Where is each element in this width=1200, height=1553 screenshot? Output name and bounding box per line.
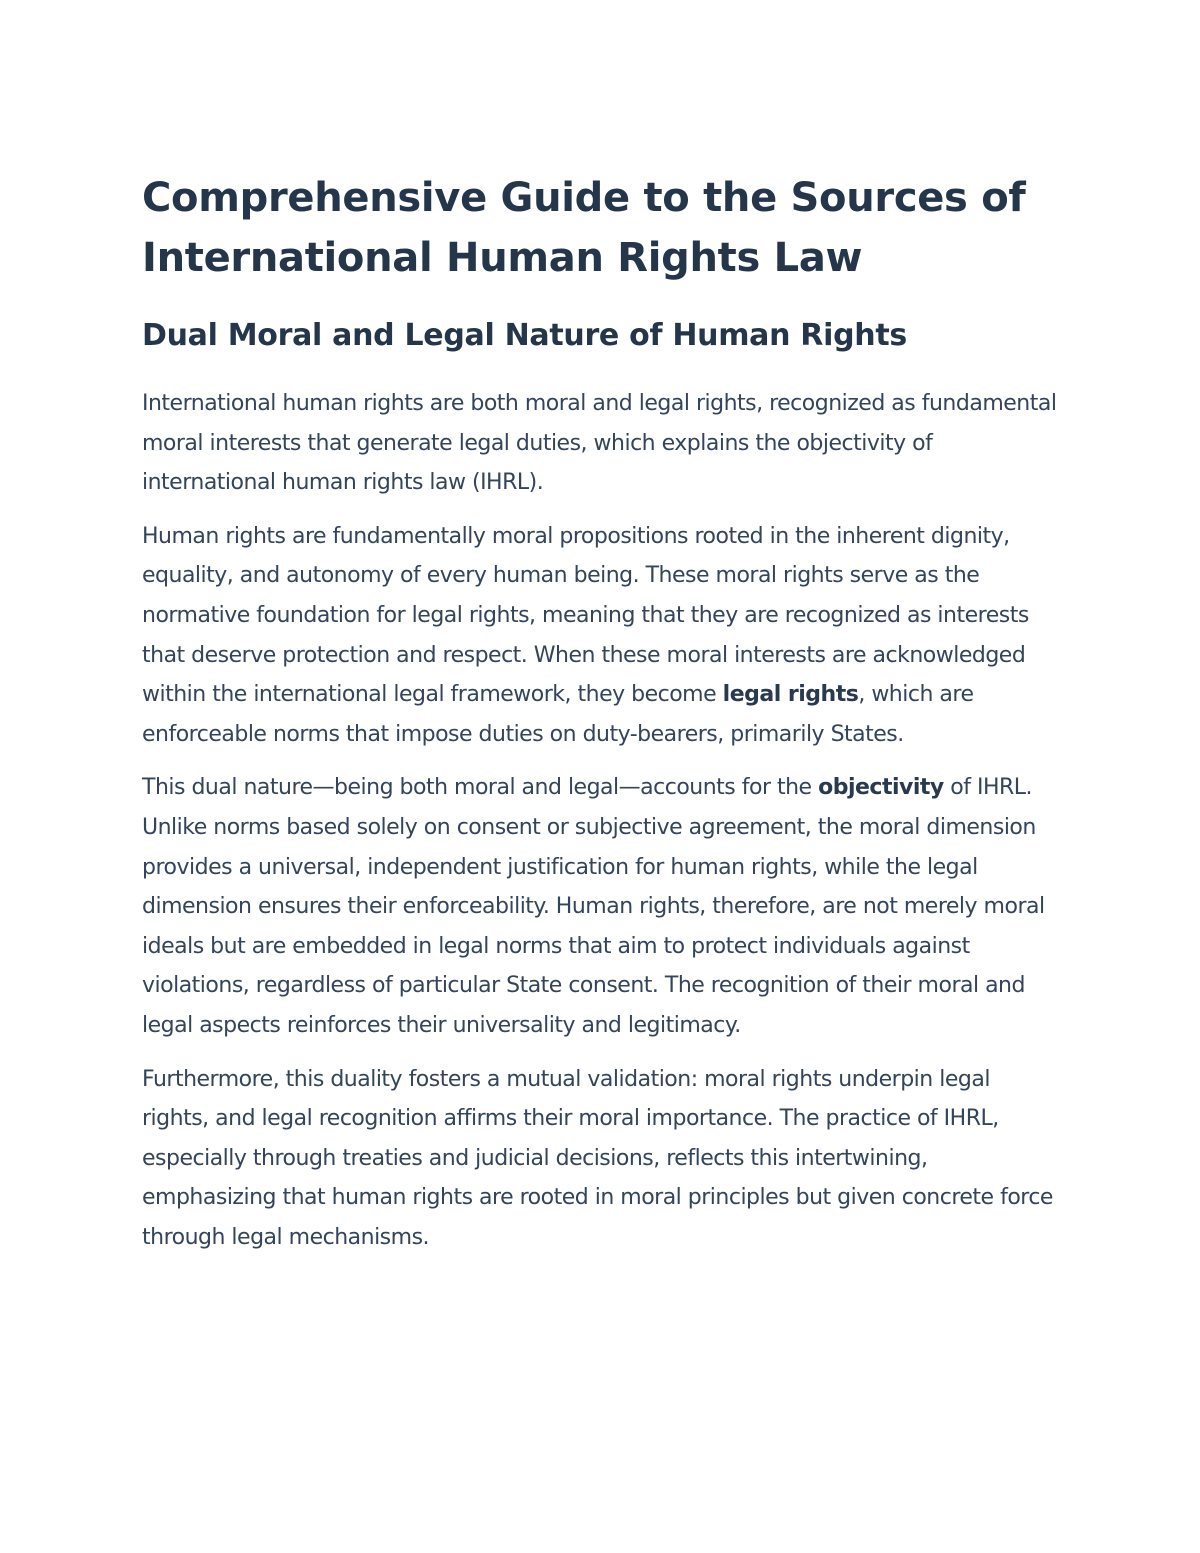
paragraph-text: of IHRL. Unlike norms based solely on consent or subjective agreement, the moral dimension provides a universal, independent justification for human rights, while the legal dimension ensures their enforceability. Human rights, therefore, are not merely moral ideals but are embedded in legal norms that aim to protect individuals against violations, regardless of particular State consent. The recognition of their moral and legal aspects reinforces their universality and legitimacy. [142,775,1045,1038]
document-page [142,168,1062,1257]
paragraph-dual-nature [142,768,1062,1045]
bold-term-objectivity: objectivity [818,775,944,801]
document-title: Comprehensive Guide to the Sources of International Human Rights Law [142,175,1026,281]
paragraph-intro: International human rights are both moral and legal rights, recognized as fundamental moral interests that generate legal duties, which explains the objectivity of international human rights law (IHRL). [142,391,1057,496]
paragraph-text: , which are enforceable norms that impose duties on duty-bearers, primarily States. [142,682,974,747]
paragraph-mutual-validation: Furthermore, this duality fosters a mutual validation: moral rights underpin legal rights, and legal recognition affirms their moral importance. The practice of IHRL, especially through treaties and judicial decisions, reflects this intertwining, emphasizing that human rights are rooted in moral principles but given concrete force through legal mechanisms. [142,1066,1053,1250]
paragraph-text: Human rights are fundamentally moral propositions rooted in the inherent dignity, equality, and autonomy of every human being. These moral rights serve as the normative foundation for legal rights, meaning that they are recognized as interests that deserve protection and respect. When these moral interests are acknowledged within the international legal framework, they become [142,523,1029,708]
section-heading: Dual Moral and Legal Nature of Human Rights [142,318,907,353]
paragraph-moral-propositions [142,517,1062,755]
paragraph-text: This dual nature—being both moral and legal—accounts for the [142,775,819,801]
bold-term-legal-rights: legal rights [722,682,859,708]
